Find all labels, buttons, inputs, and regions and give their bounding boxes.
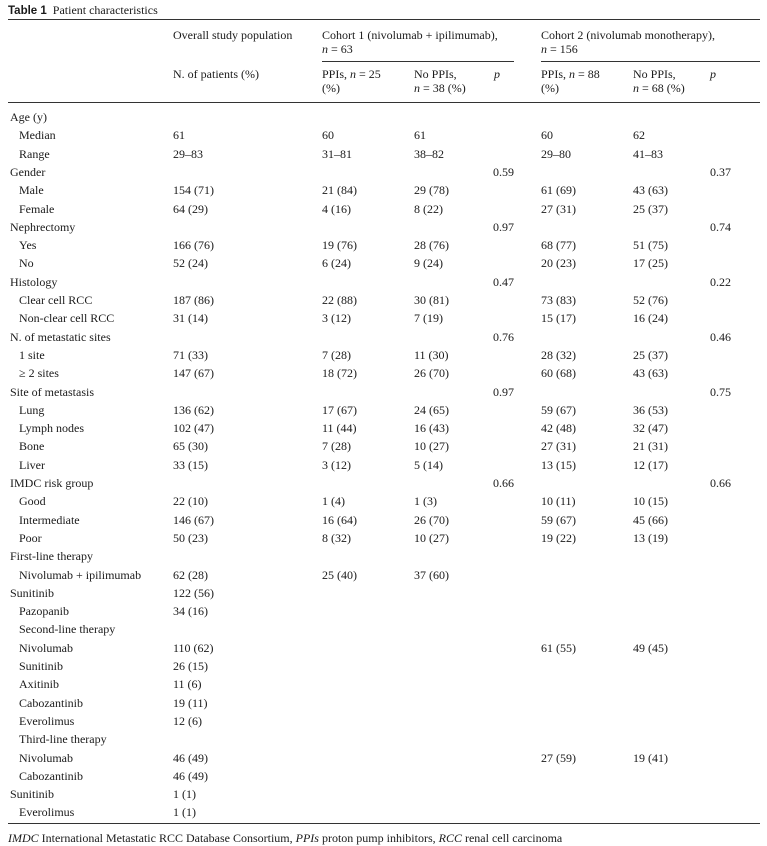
cell-c2-no-ppis: 62	[633, 128, 645, 142]
cell-c2-no-ppis: 32 (47)	[633, 421, 668, 435]
cell-overall: 122 (56)	[173, 586, 214, 600]
cell-c2-no-ppis: 51 (75)	[633, 238, 668, 252]
cell-c1-ppis: 18 (72)	[322, 366, 357, 380]
cell-c1-no-ppis: 16 (43)	[414, 421, 449, 435]
cell-c1-no-ppis: 10 (27)	[414, 439, 449, 453]
cell-c1-no-ppis: 9 (24)	[414, 256, 443, 270]
cell-c1-no-ppis: 1 (3)	[414, 494, 437, 508]
header-cohort2: Cohort 2 (nivolumab monotherapy), n = 156	[541, 28, 715, 56]
cohort1-rule	[322, 61, 514, 62]
cell-c2-no-ppis: 10 (15)	[633, 494, 668, 508]
cell-overall: 26 (15)	[173, 659, 208, 673]
cell-c1-no-ppis: 30 (81)	[414, 293, 449, 307]
cell-c1-p: 0.59	[493, 165, 514, 179]
cell-c1-no-ppis: 26 (70)	[414, 366, 449, 380]
row-label: Liver	[19, 458, 45, 472]
header-rule	[8, 102, 760, 103]
cell-c1-no-ppis: 38–82	[414, 147, 444, 161]
cell-c1-p: 0.66	[493, 476, 514, 490]
row-label: Nephrectomy	[10, 220, 76, 234]
table-footnote: IMDC International Metastatic RCC Database Consortium, PPIs proton pump inhibitors, RCC renal cell carcinoma	[8, 831, 563, 845]
cell-overall: 1 (1)	[173, 787, 196, 801]
row-label: N. of metastatic sites	[10, 330, 111, 344]
row-label: Range	[19, 147, 50, 161]
row-label: Sunitinib	[10, 586, 55, 600]
header-c2-p: p	[710, 67, 716, 81]
cell-c2-ppis: 28 (32)	[541, 348, 576, 362]
cell-c2-ppis: 27 (59)	[541, 751, 576, 765]
cell-c1-ppis: 1 (4)	[322, 494, 345, 508]
row-label: No	[19, 256, 34, 270]
cell-c1-ppis: 7 (28)	[322, 439, 351, 453]
row-label: Median	[19, 128, 56, 142]
cell-overall: 50 (23)	[173, 531, 208, 545]
cell-c2-no-ppis: 19 (41)	[633, 751, 668, 765]
cell-overall: 19 (11)	[173, 696, 208, 710]
cell-c2-no-ppis: 12 (17)	[633, 458, 668, 472]
header-c1-p: p	[494, 67, 500, 81]
cell-c1-no-ppis: 26 (70)	[414, 513, 449, 527]
row-label: Nivolumab	[19, 751, 73, 765]
cohort2-rule	[541, 61, 760, 62]
cell-c1-no-ppis: 8 (22)	[414, 202, 443, 216]
row-label: Nivolumab + ipilimumab	[19, 568, 142, 582]
cell-c1-no-ppis: 5 (14)	[414, 458, 443, 472]
row-label: Second-line therapy	[19, 622, 116, 636]
cell-c2-ppis: 20 (23)	[541, 256, 576, 270]
cell-c1-no-ppis: 28 (76)	[414, 238, 449, 252]
header-c1-ppis: PPIs, n = 25 (%)	[322, 67, 381, 95]
cell-c2-ppis: 61 (69)	[541, 183, 576, 197]
cell-c2-no-ppis: 41–83	[633, 147, 663, 161]
cell-c1-p: 0.47	[493, 275, 514, 289]
cell-c2-ppis: 61 (55)	[541, 641, 576, 655]
header-cohort1: Cohort 1 (nivolumab + ipilimumab), n = 63	[322, 28, 498, 56]
cell-c2-ppis: 42 (48)	[541, 421, 576, 435]
cell-c1-no-ppis: 24 (65)	[414, 403, 449, 417]
cell-c2-no-ppis: 16 (24)	[633, 311, 668, 325]
cell-c1-ppis: 19 (76)	[322, 238, 357, 252]
cell-c2-no-ppis: 36 (53)	[633, 403, 668, 417]
row-label: 1 site	[19, 348, 45, 362]
cell-c1-no-ppis: 37 (60)	[414, 568, 449, 582]
row-label: Histology	[10, 275, 58, 289]
row-label: Female	[19, 202, 55, 216]
row-label: Everolimus	[19, 714, 75, 728]
header-c2-no-ppis: No PPIs, n = 68 (%)	[633, 67, 685, 95]
cell-overall: 147 (67)	[173, 366, 214, 380]
row-label: Non-clear cell RCC	[19, 311, 115, 325]
cell-overall: 46 (49)	[173, 751, 208, 765]
cell-overall: 154 (71)	[173, 183, 214, 197]
row-label: Intermediate	[19, 513, 80, 527]
row-label: Sunitinib	[10, 787, 55, 801]
cell-c2-ppis: 27 (31)	[541, 439, 576, 453]
cell-c2-ppis: 59 (67)	[541, 513, 576, 527]
cell-c2-ppis: 10 (11)	[541, 494, 576, 508]
cell-c2-p: 0.22	[710, 275, 731, 289]
table-caption	[8, 3, 158, 18]
cell-overall: 29–83	[173, 147, 203, 161]
cell-overall: 136 (62)	[173, 403, 214, 417]
row-label: Lymph nodes	[19, 421, 84, 435]
cell-c2-ppis: 29–80	[541, 147, 571, 161]
cell-c2-ppis: 59 (67)	[541, 403, 576, 417]
cell-c2-ppis: 73 (83)	[541, 293, 576, 307]
cell-c1-ppis: 3 (12)	[322, 458, 351, 472]
table-title: Patient characteristics	[52, 3, 158, 17]
cell-c2-p: 0.37	[710, 165, 731, 179]
cell-c2-p: 0.75	[710, 385, 731, 399]
cell-c1-ppis: 22 (88)	[322, 293, 357, 307]
top-rule	[8, 19, 760, 20]
cell-overall: 71 (33)	[173, 348, 208, 362]
cell-c1-ppis: 8 (32)	[322, 531, 351, 545]
header-c1-no-ppis: No PPIs, n = 38 (%)	[414, 67, 466, 95]
cell-overall: 146 (67)	[173, 513, 214, 527]
row-label: Everolimus	[19, 805, 75, 819]
cell-c1-no-ppis: 11 (30)	[414, 348, 449, 362]
cell-overall: 187 (86)	[173, 293, 214, 307]
cell-c1-p: 0.97	[493, 220, 514, 234]
cell-overall: 61	[173, 128, 185, 142]
table-label: Table 1	[8, 5, 47, 17]
bottom-rule	[8, 823, 760, 824]
cell-c2-no-ppis: 49 (45)	[633, 641, 668, 655]
cell-overall: 166 (76)	[173, 238, 214, 252]
cell-overall: 65 (30)	[173, 439, 208, 453]
cell-c2-no-ppis: 52 (76)	[633, 293, 668, 307]
row-label: Site of metastasis	[10, 385, 94, 399]
cell-overall: 102 (47)	[173, 421, 214, 435]
cell-c2-ppis: 60 (68)	[541, 366, 576, 380]
cell-c1-ppis: 4 (16)	[322, 202, 351, 216]
cell-c2-p: 0.46	[710, 330, 731, 344]
cell-c1-ppis: 7 (28)	[322, 348, 351, 362]
cell-c2-no-ppis: 13 (19)	[633, 531, 668, 545]
cell-c2-p: 0.74	[710, 220, 731, 234]
cell-overall: 12 (6)	[173, 714, 202, 728]
row-label: Nivolumab	[19, 641, 73, 655]
row-label: Poor	[19, 531, 42, 545]
cell-overall: 33 (15)	[173, 458, 208, 472]
row-label: Sunitinib	[19, 659, 64, 673]
cell-overall: 31 (14)	[173, 311, 208, 325]
row-label: IMDC risk group	[10, 476, 94, 490]
cell-overall: 62 (28)	[173, 568, 208, 582]
cell-c1-ppis: 11 (44)	[322, 421, 357, 435]
header-c2-ppis: PPIs, n = 88 (%)	[541, 67, 600, 95]
cell-overall: 22 (10)	[173, 494, 208, 508]
cell-c1-no-ppis: 7 (19)	[414, 311, 443, 325]
cell-c1-no-ppis: 61	[414, 128, 426, 142]
cell-c1-p: 0.76	[493, 330, 514, 344]
cell-c1-ppis: 17 (67)	[322, 403, 357, 417]
cell-c2-no-ppis: 25 (37)	[633, 348, 668, 362]
row-label: Gender	[10, 165, 46, 179]
cell-c2-ppis: 15 (17)	[541, 311, 576, 325]
header-n-patients: N. of patients (%)	[173, 67, 259, 81]
cell-c2-no-ppis: 25 (37)	[633, 202, 668, 216]
cell-c2-ppis: 68 (77)	[541, 238, 576, 252]
cell-overall: 52 (24)	[173, 256, 208, 270]
row-label: ≥ 2 sites	[19, 366, 59, 380]
cell-overall: 64 (29)	[173, 202, 208, 216]
cell-c2-ppis: 13 (15)	[541, 458, 576, 472]
cell-overall: 110 (62)	[173, 641, 214, 655]
cell-c1-no-ppis: 10 (27)	[414, 531, 449, 545]
row-label: Lung	[19, 403, 45, 417]
row-label: Cabozantinib	[19, 696, 83, 710]
cell-c1-ppis: 6 (24)	[322, 256, 351, 270]
cell-c2-no-ppis: 17 (25)	[633, 256, 668, 270]
cell-c2-ppis: 19 (22)	[541, 531, 576, 545]
row-label: First-line therapy	[10, 549, 93, 563]
cell-c1-ppis: 60	[322, 128, 334, 142]
row-label: Good	[19, 494, 46, 508]
row-label: Male	[19, 183, 44, 197]
cell-c1-ppis: 3 (12)	[322, 311, 351, 325]
row-label: Axitinib	[19, 677, 60, 691]
row-label: Pazopanib	[19, 604, 69, 618]
cell-overall: 11 (6)	[173, 677, 202, 691]
cell-c2-no-ppis: 45 (66)	[633, 513, 668, 527]
cell-c2-no-ppis: 21 (31)	[633, 439, 668, 453]
cell-c1-ppis: 16 (64)	[322, 513, 357, 527]
cell-c2-p: 0.66	[710, 476, 731, 490]
row-label: Yes	[19, 238, 37, 252]
row-label: Clear cell RCC	[19, 293, 93, 307]
row-label: Cabozantinib	[19, 769, 83, 783]
cell-c1-ppis: 21 (84)	[322, 183, 357, 197]
cell-c1-ppis: 31–81	[322, 147, 352, 161]
cell-c2-ppis: 27 (31)	[541, 202, 576, 216]
row-label: Bone	[19, 439, 45, 453]
row-label: Age (y)	[10, 110, 47, 124]
cell-c1-no-ppis: 29 (78)	[414, 183, 449, 197]
cell-c1-p: 0.97	[493, 385, 514, 399]
cell-c2-ppis: 60	[541, 128, 553, 142]
cell-c2-no-ppis: 43 (63)	[633, 183, 668, 197]
row-label: Third-line therapy	[19, 732, 107, 746]
cell-overall: 46 (49)	[173, 769, 208, 783]
cell-overall: 34 (16)	[173, 604, 208, 618]
cell-overall: 1 (1)	[173, 805, 196, 819]
cell-c2-no-ppis: 43 (63)	[633, 366, 668, 380]
header-overall: Overall study population	[173, 28, 293, 42]
cell-c1-ppis: 25 (40)	[322, 568, 357, 582]
